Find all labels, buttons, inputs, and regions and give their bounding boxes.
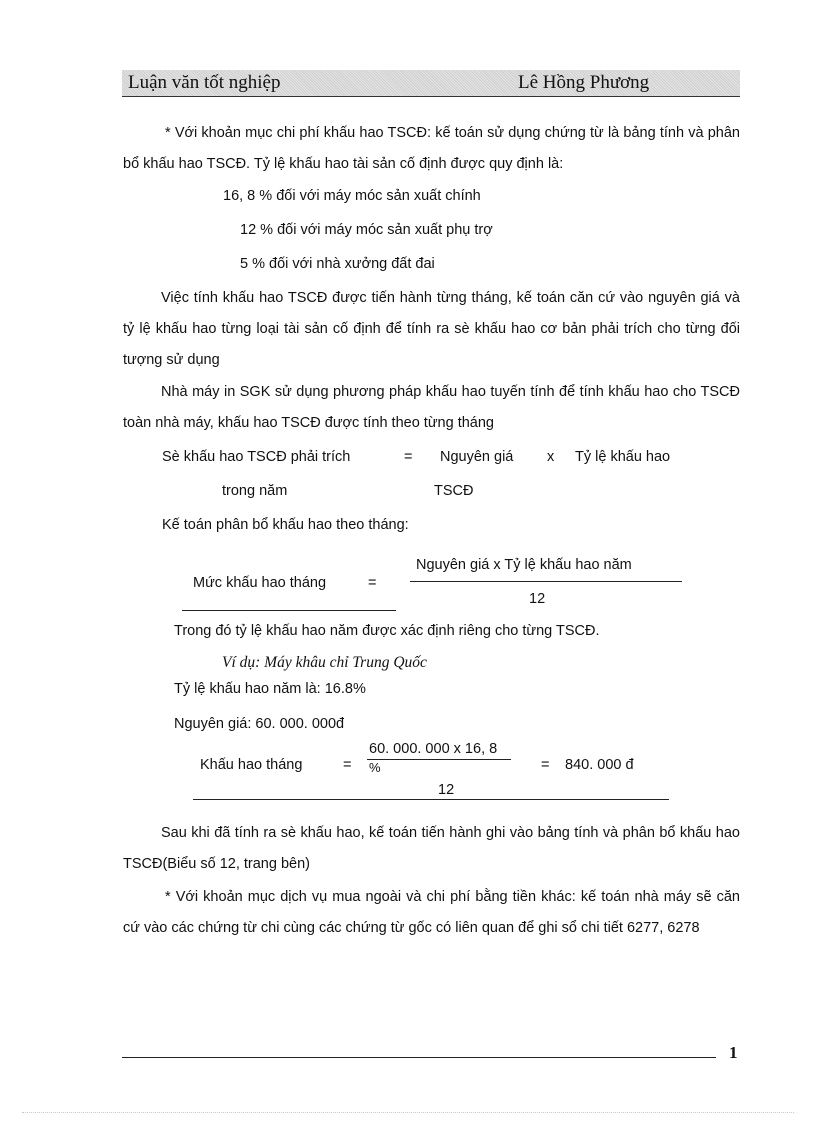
- formula2-underline: [182, 610, 396, 611]
- formula2-numerator: Nguyên giá x Tỷ lệ khấu hao năm: [416, 557, 632, 573]
- formula1-cost: Nguyên giá: [440, 449, 514, 465]
- formula1-times: x: [547, 449, 555, 465]
- example-underline: [193, 799, 669, 800]
- example-numerator-percent: %: [369, 760, 381, 775]
- footer-rule: [122, 1057, 716, 1058]
- example-cost: Nguyên giá: 60. 000. 000đ: [174, 716, 345, 732]
- example-numerator-line: [367, 759, 511, 760]
- rate-item-auxiliary: 12 % đối với máy móc sản xuất phụ trợ: [240, 222, 493, 238]
- formula1-equals: =: [404, 449, 413, 465]
- paragraph-record: Sau khi đã tính ra sè khấu hao, kế toán tiến hành ghi vào bảng tính và phân bổ khấu hao TSCĐ(Biểu số 12, trang bên): [123, 825, 740, 872]
- monthly-allocation-intro: Kế toán phân bổ khấu hao theo tháng:: [162, 517, 409, 533]
- example-title: Ví dụ: Máy khâu chỉ Trung Quốc: [222, 654, 427, 671]
- formula1-rate: Tỷ lệ khấu hao: [575, 449, 671, 465]
- example-equals: =: [343, 757, 352, 773]
- rate-item-factory: 5 % đối với nhà xưởng đất đai: [240, 256, 435, 272]
- paragraph-method: Nhà máy in SGK sử dụng phương pháp khấu hao tuyến tính để tính khấu hao cho TSCĐ toàn nhà máy, khấu hao TSCĐ được tính theo từng tháng: [123, 384, 740, 431]
- formula2-fraction-line: [410, 581, 682, 582]
- example-numerator: 60. 000. 000 x 16, 8: [369, 741, 498, 757]
- example-lhs: Khấu hao tháng: [200, 757, 303, 773]
- page-bottom-dotted-border: [22, 1112, 794, 1113]
- formula1-cost-line2: TSCĐ: [434, 483, 474, 499]
- rate-note: Trong đó tỷ lệ khấu hao năm được xác định riêng cho từng TSCĐ.: [174, 623, 600, 639]
- formula1-lhs-line2: trong năm: [222, 483, 288, 499]
- intro-paragraph: * Với khoản mục chi phí khấu hao TSCĐ: kế toán sử dụng chứng từ là bảng tính và phân bổ khấu hao TSCĐ. Tỷ lệ khấu hao tài sản cố định được quy định là:: [123, 125, 740, 172]
- paragraph-monthly-depreciation: Việc tính khấu hao TSCĐ được tiến hành từng tháng, kế toán căn cứ vào nguyên giá và tỷ lệ khấu hao từng loại tài sản cố định để tính ra sè khấu hao cơ bản phải trích cho từng đối tượng sử dụng: [123, 290, 740, 368]
- paragraph-external-services: * Với khoản mục dịch vụ mua ngoài và chi phí bằng tiền khác: kế toán nhà máy sẽ căn cứ vào các chứng từ chi cùng các chứng từ gốc có liên quan để ghi sổ chi tiết 6277, 6278: [123, 889, 740, 936]
- formula2-denominator: 12: [529, 591, 546, 607]
- example-equals-result: =: [541, 757, 550, 773]
- rate-item-main: 16, 8 % đối với máy móc sản xuất chính: [223, 188, 481, 204]
- header-title: Luận văn tốt nghiệp: [128, 72, 281, 93]
- formula2-lhs: Mức khấu hao tháng: [193, 575, 327, 591]
- formula2-equals: =: [368, 575, 377, 591]
- example-denominator: 12: [438, 782, 455, 798]
- example-result: 840. 000 đ: [565, 757, 634, 773]
- header-author: Lê Hồng Phương: [518, 72, 650, 93]
- example-rate: Tỷ lệ khấu hao năm là: 16.8%: [174, 681, 366, 697]
- page-number: 1: [729, 1043, 738, 1062]
- formula1-lhs: Sè khấu hao TSCĐ phải trích: [162, 449, 351, 465]
